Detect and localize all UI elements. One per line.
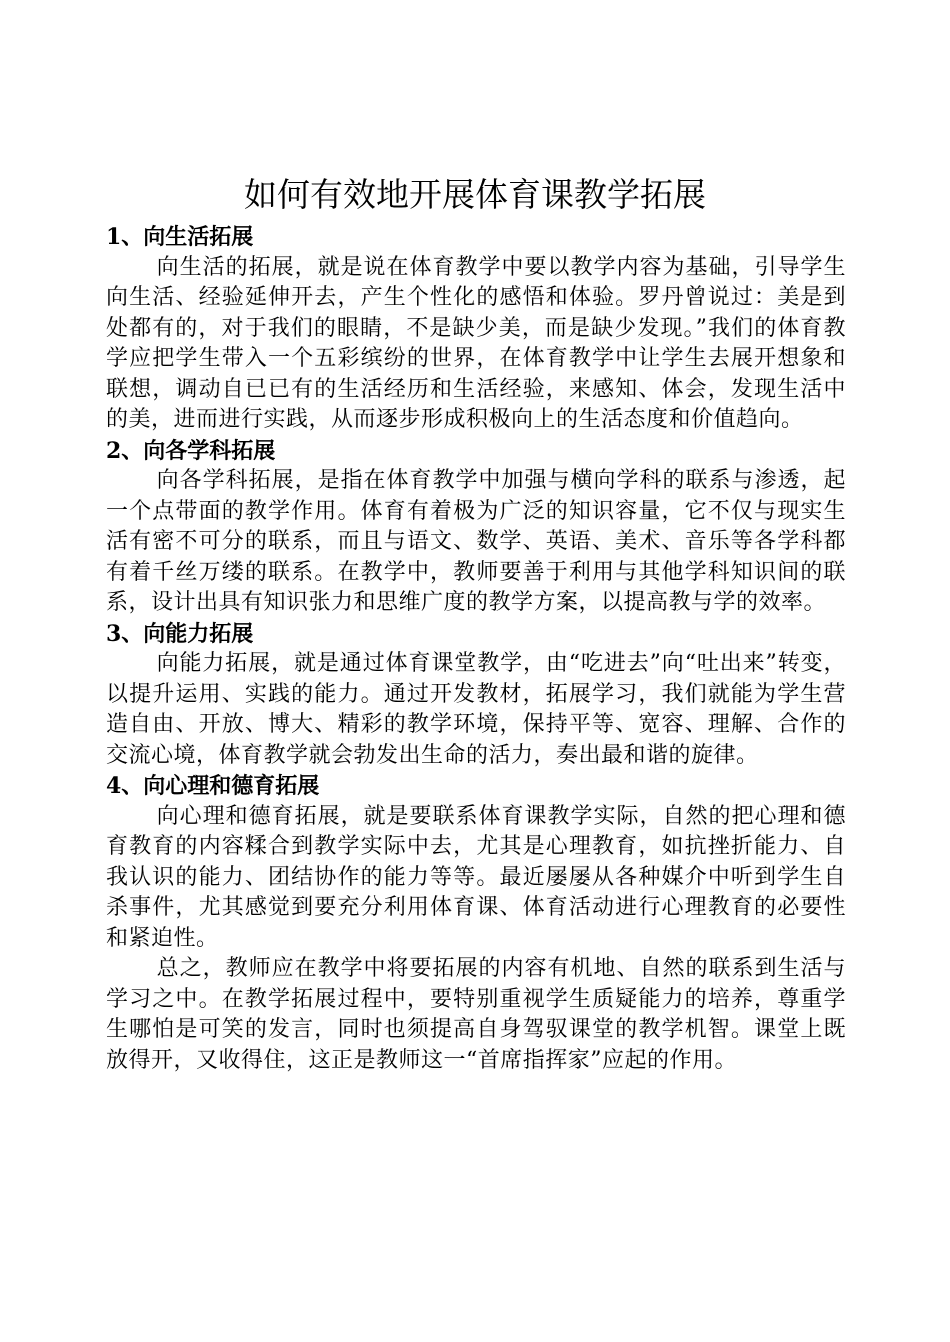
conclusion-paragraph: 总之，教师应在教学中将要拓展的内容有机地、自然的联系到生活与学习之中。在教学拓展过程中，要特别重视学生质疑能力的培养，尊重学生哪怕是可笑的发言，同时也须提高自身驾驭课堂的教学机智。课堂上既放得开，又收得住，这正是教师这一“首席指挥家”应起的作用。 xyxy=(106,956,846,1073)
section-ability xyxy=(106,619,846,772)
section-paragraph: 向能力拓展，就是通过体育课堂教学，由“吃进去”向“吐出来”转变，以提升运用、实践的能力。通过开发教材，拓展学习，我们就能为学生营造自由、开放、博大、精彩的教学环境，保持平等、宽容、理解、合作的交流心境，体育教学就会勃发出生命的活力，奏出最和谐的旋律。 xyxy=(106,651,846,768)
page-title: 如何有效地开展体育课教学拓展 xyxy=(244,175,706,214)
section-heading: 4、向心理和德育拓展 xyxy=(106,773,320,799)
section-heading: 2、向各学科拓展 xyxy=(106,437,276,464)
section-paragraph: 向生活的拓展，就是说在体育教学中要以教学内容为基础，引导学生向生活、经验延伸开去，产生个性化的感悟和体验。罗丹曾说过：美是到处都有的，对于我们的眼睛，不是缺少美，而是缺少发现。”我们的体育教学应把学生带入一个五彩缤纷的世界，在体育教学中让学生去展开想象和联想，调动自已已有的生活经历和生活经验，来感知、体会，发现生活中的美，进而进行实践，从而逐步形成积极向上的生活态度和价值趋向。 xyxy=(106,254,846,432)
section-psychology xyxy=(106,771,846,1076)
section-subjects xyxy=(106,436,846,619)
document-body xyxy=(106,222,846,1076)
section-heading: 3、向能力拓展 xyxy=(106,620,254,647)
section-paragraph: 向各学科拓展，是指在体育教学中加强与横向学科的联系与渗透，起一个点带面的教学作用。体育有着极为广泛的知识容量，它不仅与现实生活有密不可分的联系，而且与语文、数学、英语、美术、音乐等各学科都有着千丝万缕的联系。在教学中，教师要善于利用与其他学科知识间的联系，设计出具有知识张力和思维广度的教学方案，以提高教与学的效率。 xyxy=(106,468,846,615)
section-paragraph: 向心理和德育拓展，就是要联系体育课教学实际，自然的把心理和德育教育的内容糅合到教学实际中去，尤其是心理教育，如抗挫折能力、自我认识的能力、团结协作的能力等等。最近屡屡从各种媒介中听到学生自杀事件，尤其感觉到要充分利用体育课、体育活动进行心理教育的必要性和紧迫性。 xyxy=(106,803,846,951)
section-heading: 1、向生活拓展 xyxy=(106,224,254,250)
section-life xyxy=(106,222,846,436)
